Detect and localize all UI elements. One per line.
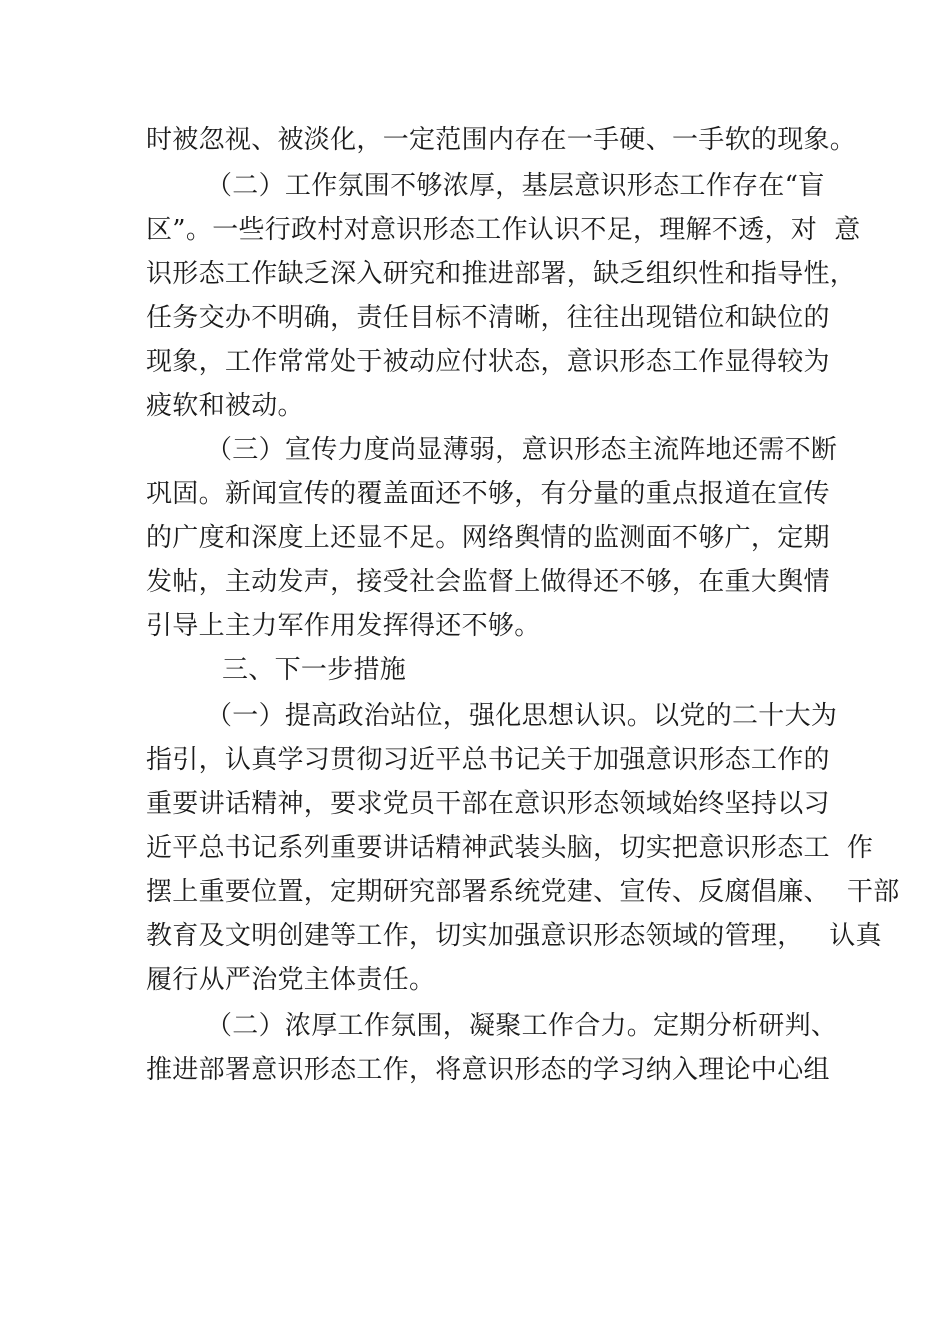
section-heading: 三、下一步措施 [222, 655, 407, 685]
text-line: 履行从严治党主体责任。 [146, 965, 436, 995]
paragraph-start-line: （二）浓厚工作氛围，凝聚工作合力。定期分析研判、 [206, 1011, 838, 1041]
text-line: 指引，认真学习贯彻习近平总书记关于加强意识形态工作的 [146, 745, 830, 775]
paragraph-start-line: （二）工作氛围不够浓厚，基层意识形态工作存在“盲 [206, 171, 825, 201]
text-line: 发帖，主动发声，接受社会监督上做得还不够，在重大舆情 [146, 567, 830, 597]
text-line: 引导上主力军作用发挥得还不够。 [146, 611, 541, 641]
text-line: 疲软和被动。 [146, 391, 304, 421]
text-line: 识形态工作缺乏深入研究和推进部署，缺乏组织性和指导性， [146, 259, 857, 289]
text-line: 重要讲话精神，要求党员干部在意识形态领域始终坚持以习 [146, 789, 830, 819]
text-line: 区”。一些行政村对意识形态工作认识不足，理解不透，对 意 [146, 215, 861, 245]
text-line: 的广度和深度上还显不足。网络舆情的监测面不够广，定期 [146, 523, 830, 553]
text-line: 摆上重要位置，定期研究部署系统党建、宣传、反腐倡廉、 干部 [146, 877, 900, 907]
text-line: 近平总书记系列重要讲话精神武装头脑，切实把意识形态工 作 [146, 833, 874, 863]
text-line: 巩固。新闻宣传的覆盖面还不够，有分量的重点报道在宣传 [146, 479, 830, 509]
text-line: 时被忽视、被淡化，一定范围内存在一手硬、一手软的现象。 [146, 125, 857, 155]
paragraph-start-line: （一）提高政治站位，强化思想认识。以党的二十大为 [206, 701, 838, 731]
text-line: 任务交办不明确，责任目标不清晰，往往出现错位和缺位的 [146, 303, 830, 333]
text-line: 推进部署意识形态工作，将意识形态的学习纳入理论中心组 [146, 1055, 830, 1085]
text-line: 教育及文明创建等工作，切实加强意识形态领域的管理， 认真 [146, 921, 882, 951]
paragraph-start-line: （三）宣传力度尚显薄弱，意识形态主流阵地还需不断 [206, 435, 838, 465]
text-line: 现象，工作常常处于被动应付状态，意识形态工作显得较为 [146, 347, 830, 377]
